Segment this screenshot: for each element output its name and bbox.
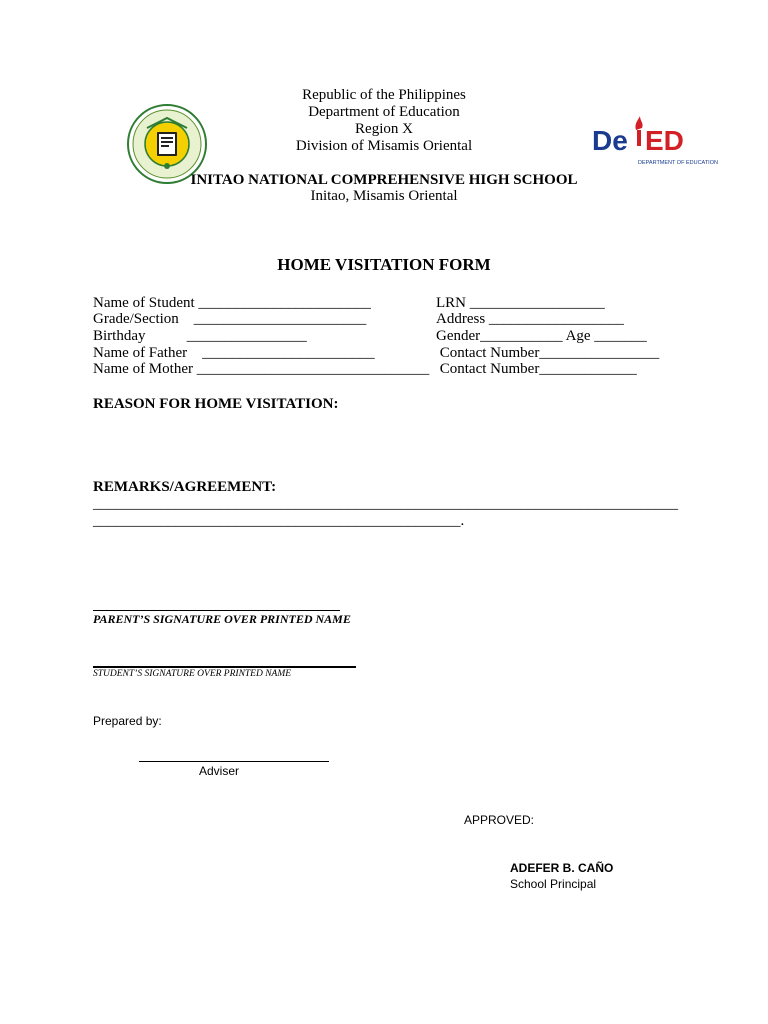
field-contact-number-father[interactable]: Contact Number________________ xyxy=(436,345,660,361)
svg-text:ED: ED xyxy=(645,125,684,156)
prepared-by-label: Prepared by: xyxy=(93,714,162,728)
field-contact-number-mother[interactable]: Contact Number_____________ xyxy=(436,361,637,377)
principal-title: School Principal xyxy=(510,877,597,891)
field-name-of-father[interactable]: Name of Father _______________________ xyxy=(93,345,375,361)
field-grade-section[interactable]: Grade/Section _______________________ xyxy=(93,311,367,327)
remarks-line-2[interactable]: _________________________________________________. xyxy=(93,513,465,529)
remarks-line-1[interactable]: ______________________________________________________________________________ xyxy=(93,496,678,512)
field-lrn[interactable]: LRN __________________ xyxy=(436,295,605,311)
adviser-label: Adviser xyxy=(199,764,240,778)
field-birthday[interactable]: Birthday ________________ xyxy=(93,328,307,344)
header-division: Division of Misamis Oriental xyxy=(295,138,473,154)
header-region: Region X xyxy=(355,121,413,137)
field-name-of-student[interactable]: Name of Student _______________________ xyxy=(93,295,371,311)
parent-signature-line[interactable] xyxy=(93,610,340,611)
student-signature-label: STUDENT’S SIGNATURE OVER PRINTED NAME xyxy=(93,669,292,679)
svg-text:DEPARTMENT OF EDUCATION: DEPARTMENT OF EDUCATION xyxy=(638,160,718,166)
field-address[interactable]: Address __________________ xyxy=(436,311,624,327)
field-name-of-mother[interactable]: Name of Mother _______________________________ xyxy=(93,361,430,377)
form-title: HOME VISITATION FORM xyxy=(277,255,491,274)
principal-name: ADEFER B. CAÑO xyxy=(510,861,614,875)
school-address: Initao, Misamis Oriental xyxy=(310,188,458,204)
header-department: Department of Education xyxy=(308,104,460,120)
remarks-label: REMARKS/AGREEMENT: xyxy=(93,479,277,495)
svg-text:De: De xyxy=(592,125,628,156)
header-republic: Republic of the Philippines xyxy=(302,87,466,103)
approved-label: APPROVED: xyxy=(464,813,535,827)
school-name: INITAO NATIONAL COMPREHENSIVE HIGH SCHOOL xyxy=(190,172,578,188)
reason-label: REASON FOR HOME VISITATION: xyxy=(93,396,339,412)
adviser-signature-line[interactable] xyxy=(139,761,329,762)
field-gender-age[interactable]: Gender___________ Age _______ xyxy=(436,328,647,344)
parent-signature-label: PARENT’S SIGNATURE OVER PRINTED NAME xyxy=(93,612,351,626)
